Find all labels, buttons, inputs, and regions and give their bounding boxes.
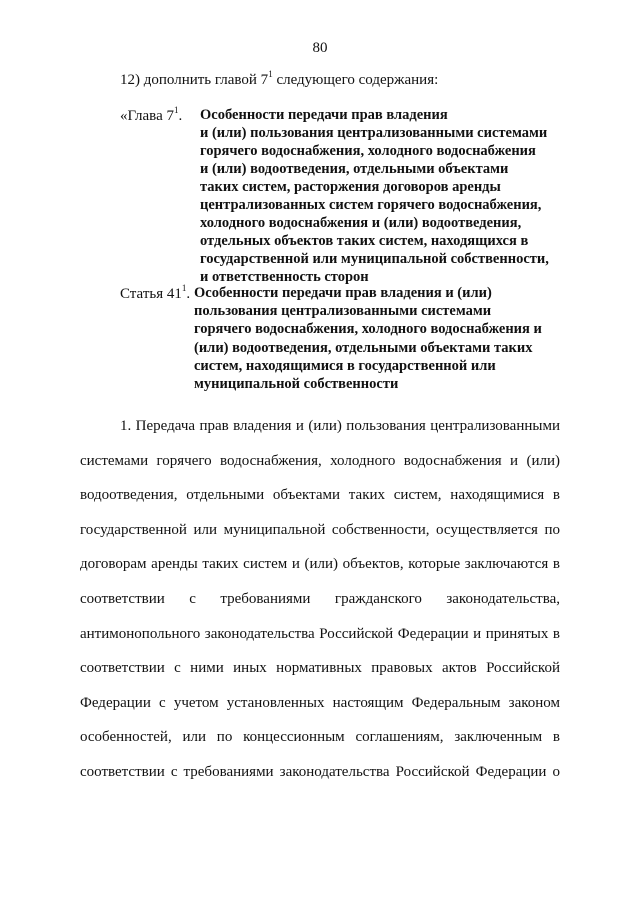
article-title-line: систем, находящимися в государственной или (194, 357, 496, 374)
intro-suffix: следующего содержания: (272, 72, 439, 88)
article-title-line: (или) водоотведения, отдельными объектами таких (194, 339, 533, 356)
body-line: особенностей, или по концессионным соглашениям, заключенным в (80, 729, 560, 746)
article-label (120, 284, 190, 303)
body-line: системами горячего водоснабжения, холодного водоснабжения и (или) (80, 452, 560, 469)
body-line: антимонопольного законодательства Российской Федерации и принятых в (80, 625, 560, 642)
chapter-title-line: государственной или муниципальной собственности, (200, 251, 549, 267)
intro-superscript: 1 (268, 69, 273, 79)
chapter-title (200, 106, 580, 286)
article-title (194, 284, 580, 393)
chapter-label-prefix: «Глава 7 (120, 108, 174, 124)
article-title-line: пользования централизованными системами (194, 303, 492, 320)
body-line: 1. Передача прав владения и (или) пользования централизованными (120, 418, 560, 434)
article-title-line: горячего водоснабжения, холодного водоснабжения и (194, 321, 542, 338)
body-line: соответствии с требованиями законодательства Российской Федерации о (80, 763, 560, 780)
chapter-title-line: централизованных систем горячего водоснабжения, (200, 197, 542, 213)
intro-prefix: 12) дополнить главой 7 (120, 72, 269, 88)
chapter-title-line: Особенности передачи прав владения (200, 107, 448, 123)
body-line: договорам аренды таких систем и (или) объектов, которые заключаются в (80, 556, 560, 573)
chapter-title-line: и (или) пользования централизованными системами (200, 125, 548, 141)
chapter-title-line: отдельных объектов таких систем, находящихся в (200, 233, 529, 249)
chapter-title-line: холодного водоснабжения и (или) водоотведения, (200, 215, 522, 231)
body-line: Федерации с учетом установленных настоящим Федеральным законом (80, 694, 560, 711)
body-line: соответствии с ними иных нормативных правовых актов Российской (80, 660, 560, 677)
article-label-prefix: Статья 41 (120, 286, 182, 302)
amendment-intro (120, 70, 438, 89)
chapter-title-line: таких систем, расторжения договоров аренды (200, 179, 501, 195)
chapter-label-suffix: . (178, 108, 183, 124)
body-paragraph (80, 409, 560, 790)
article-title-line: муниципальной собственности (194, 376, 399, 393)
chapter-label-superscript: 1 (173, 105, 179, 115)
chapter-title-line: и (или) водоотведения, отдельными объектами (200, 161, 509, 177)
chapter-title-line: и ответственность сторон (200, 269, 369, 285)
body-line: соответствии с требованиями гражданского законодательства, (80, 590, 560, 607)
article-label-superscript: 1 (181, 283, 187, 293)
article-label-suffix: . (186, 286, 191, 302)
body-line: государственной или муниципальной собственности, осуществляется по (80, 521, 560, 538)
article-title-line: Особенности передачи прав владения и (или) (194, 285, 492, 301)
body-line: водоотведения, отдельными объектами таких систем, находящимися в (80, 487, 560, 504)
chapter-title-line: горячего водоснабжения, холодного водоснабжения (200, 143, 536, 159)
chapter-label (120, 106, 182, 125)
page-number: 80 (312, 40, 328, 56)
